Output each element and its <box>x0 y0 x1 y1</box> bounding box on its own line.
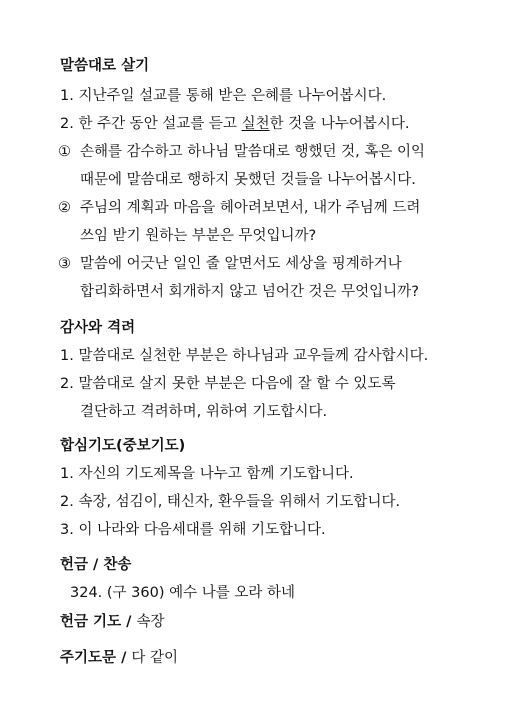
sub-item-text: 합리화하면서 회개하지 않고 넘어간 것은 무엇입니까? <box>80 284 419 300</box>
lords-prayer-label: 주기도문 / <box>60 650 132 666</box>
lords-prayer-line <box>60 648 178 668</box>
list-item: 1. 말씀대로 실천한 부분은 하나님과 교우들께 감사합시다. <box>60 348 429 364</box>
list-item: 1. 자신의 기도제목을 나누고 함께 기도합니다. <box>60 466 354 482</box>
list-item-text: 2. 한 주간 동안 설교를 듣고 <box>60 116 242 132</box>
hymn-line: 324. (구 360) 예수 나를 오라 하네 <box>70 585 295 601</box>
underlined-word: 실천 <box>241 116 270 132</box>
sub-item-text: 때문에 말씀대로 행하지 못했던 것들을 나누어봅시다. <box>80 172 416 188</box>
sub-item-marker: ③ <box>58 256 71 272</box>
section-title-thanks-encouragement: 감사와 격려 <box>60 320 136 336</box>
section-title-offering-hymn: 헌금 / 찬송 <box>60 557 132 573</box>
offering-prayer-label: 헌금 기도 / <box>60 614 137 630</box>
list-item: 3. 이 나라와 다음세대를 위해 기도합니다. <box>60 522 326 538</box>
list-item: 2. 말씀대로 살지 못한 부분은 다음에 잘 할 수 있도록 <box>60 376 396 392</box>
sub-item-text: 주님의 계획과 마음을 헤아려보면서, 내가 주님께 드려 <box>80 200 421 216</box>
list-item-text: 한 것을 나누어봅시다. <box>269 116 410 132</box>
section-title-living-by-word: 말씀대로 살기 <box>60 58 150 74</box>
lords-prayer-participants: 다 같이 <box>131 650 179 666</box>
section-title-intercessory-prayer: 합심기도(중보기도) <box>60 438 186 454</box>
offering-prayer-leader: 속장 <box>136 614 165 630</box>
list-item <box>60 114 409 134</box>
sub-item-marker: ① <box>58 144 71 160</box>
list-item-continuation: 결단하고 격려하며, 위하여 기도합시다. <box>80 404 328 420</box>
sub-item-text: 손해를 감수하고 하나님 말씀대로 행했던 것, 혹은 이익 <box>80 144 426 160</box>
sub-item-text: 쓰임 받기 원하는 부분은 무엇입니까? <box>80 228 317 244</box>
sub-item-marker: ② <box>58 200 71 216</box>
sub-item-text: 말씀에 어긋난 일인 줄 알면서도 세상을 핑계하거나 <box>80 256 402 272</box>
list-item: 1. 지난주일 설교를 통해 받은 은혜를 나누어봅시다. <box>60 88 387 104</box>
offering-prayer-line <box>60 612 164 632</box>
list-item: 2. 속장, 섬김이, 태신자, 환우들을 위해서 기도합니다. <box>60 494 401 510</box>
